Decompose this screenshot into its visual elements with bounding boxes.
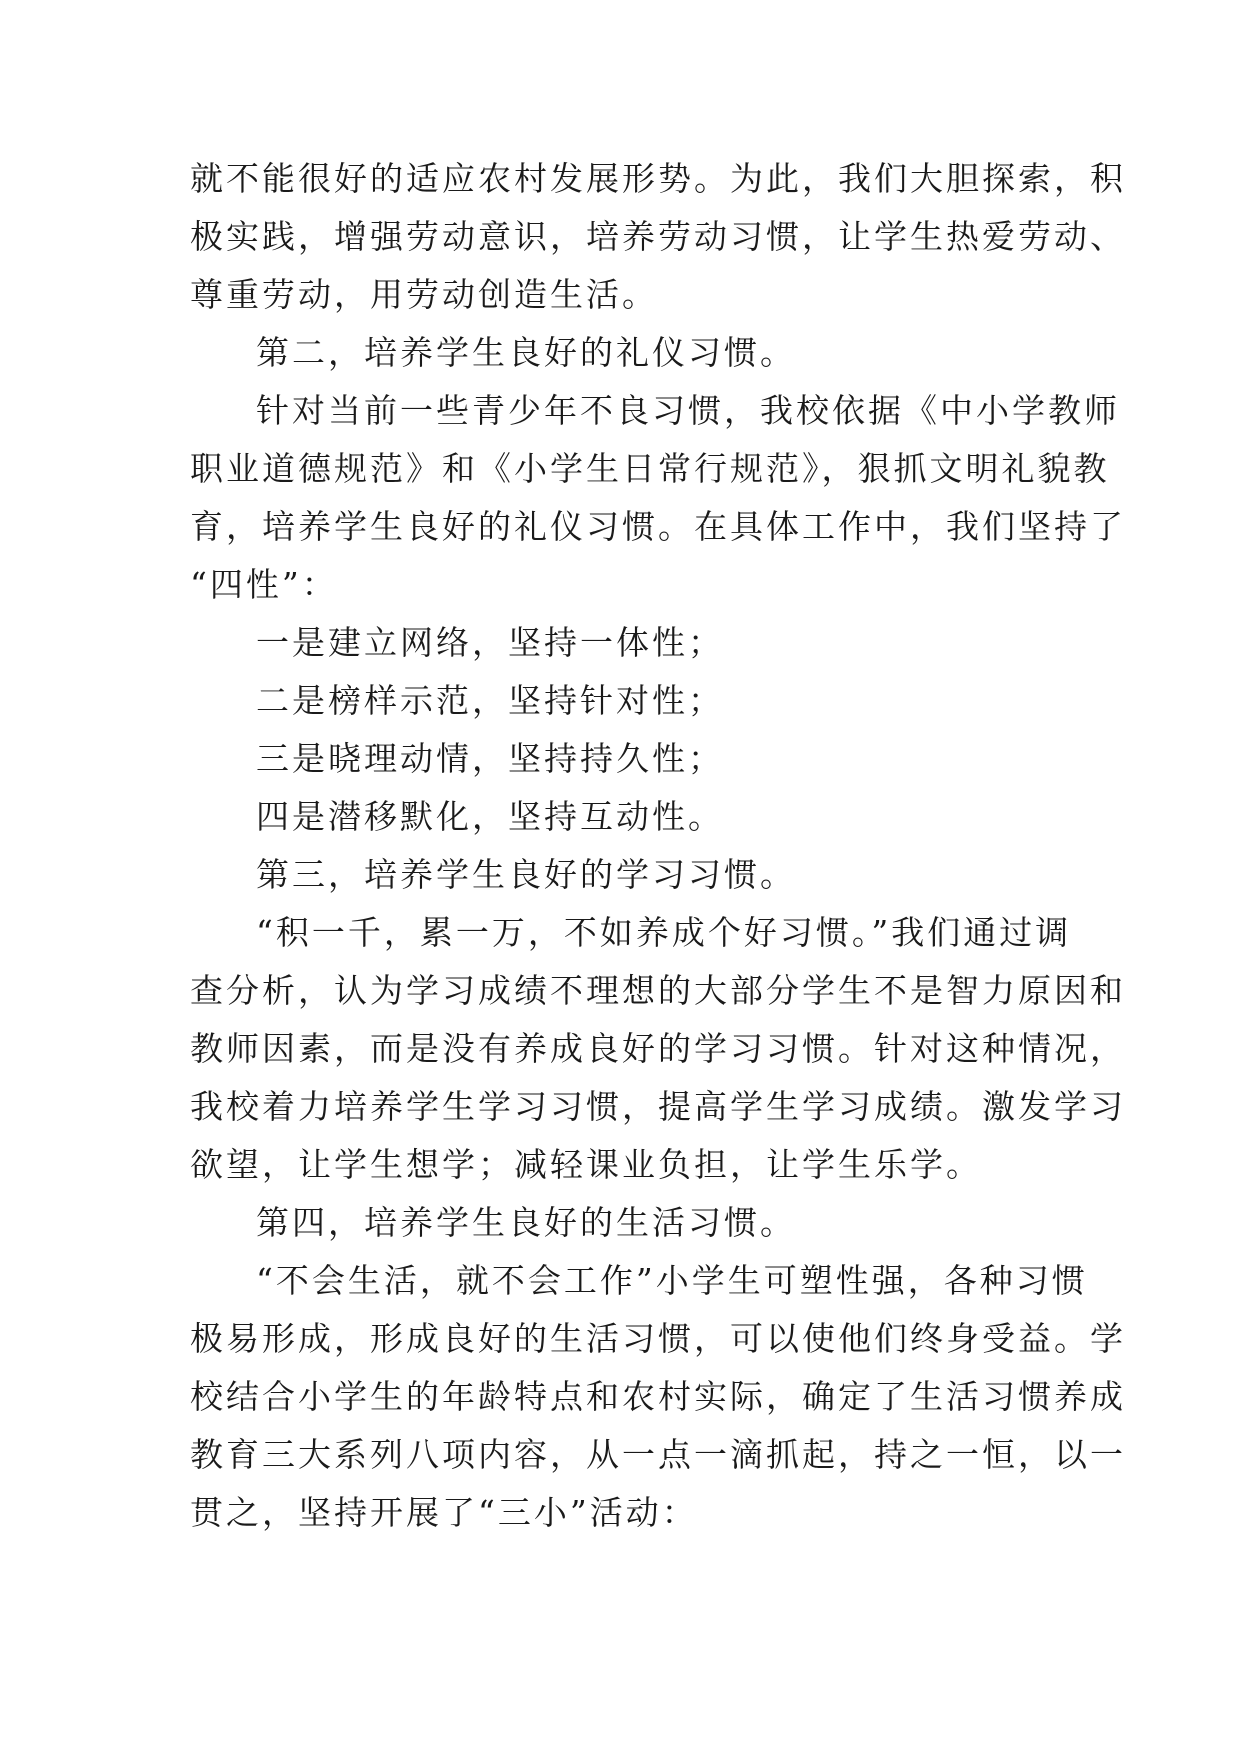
section-heading: 第二，培养学生良好的礼仪习惯。: [256, 333, 796, 372]
text-line: 教育三大系列八项内容，从一点一滴抓起，持之一恒，以一: [190, 1435, 1126, 1474]
text-line: 尊重劳动，用劳动创造生活。: [190, 275, 658, 314]
text-line: “不会生活，就不会工作”小学生可塑性强，各种习惯: [256, 1261, 1088, 1300]
text-line: “积一千，累一万，不如养成个好习惯。”我们通过调: [256, 913, 1072, 952]
list-item: 四是潜移默化，坚持互动性。: [256, 797, 724, 836]
text-line: 欲望，让学生想学；减轻课业负担，让学生乐学。: [190, 1145, 982, 1184]
document-body: [190, 150, 1126, 1542]
text-line: 育，培养学生良好的礼仪习惯。在具体工作中，我们坚持了: [190, 507, 1126, 546]
text-line: 查分析，认为学习成绩不理想的大部分学生不是智力原因和: [190, 971, 1126, 1010]
text-line: 针对当前一些青少年不良习惯，我校依据《中小学教师: [256, 391, 1120, 430]
list-item: 三是晓理动情，坚持持久性；: [256, 739, 724, 778]
text-line: 极实践，增强劳动意识，培养劳动习惯，让学生热爱劳动、: [190, 217, 1126, 256]
list-item: 二是榜样示范，坚持针对性；: [256, 681, 724, 720]
section-heading: 第三，培养学生良好的学习习惯。: [256, 855, 796, 894]
text-line: 极易形成，形成良好的生活习惯，可以使他们终身受益。学: [190, 1319, 1126, 1358]
text-line: 校结合小学生的年龄特点和农村实际，确定了生活习惯养成: [190, 1377, 1126, 1416]
text-line: 就不能很好的适应农村发展形势。为此，我们大胆探索，积: [190, 159, 1126, 198]
list-item: 一是建立网络，坚持一体性；: [256, 623, 724, 662]
text-line: 教师因素，而是没有养成良好的学习习惯。针对这种情况，: [190, 1029, 1126, 1068]
text-line: 贯之，坚持开展了“三小”活动：: [190, 1493, 698, 1532]
text-line: “四性”：: [190, 565, 338, 604]
text-line: 我校着力培养学生学习习惯，提高学生学习成绩。激发学习: [190, 1087, 1126, 1126]
section-heading: 第四，培养学生良好的生活习惯。: [256, 1203, 796, 1242]
text-line: 职业道德规范》和《小学生日常行规范》，狠抓文明礼貌教: [190, 449, 1110, 488]
